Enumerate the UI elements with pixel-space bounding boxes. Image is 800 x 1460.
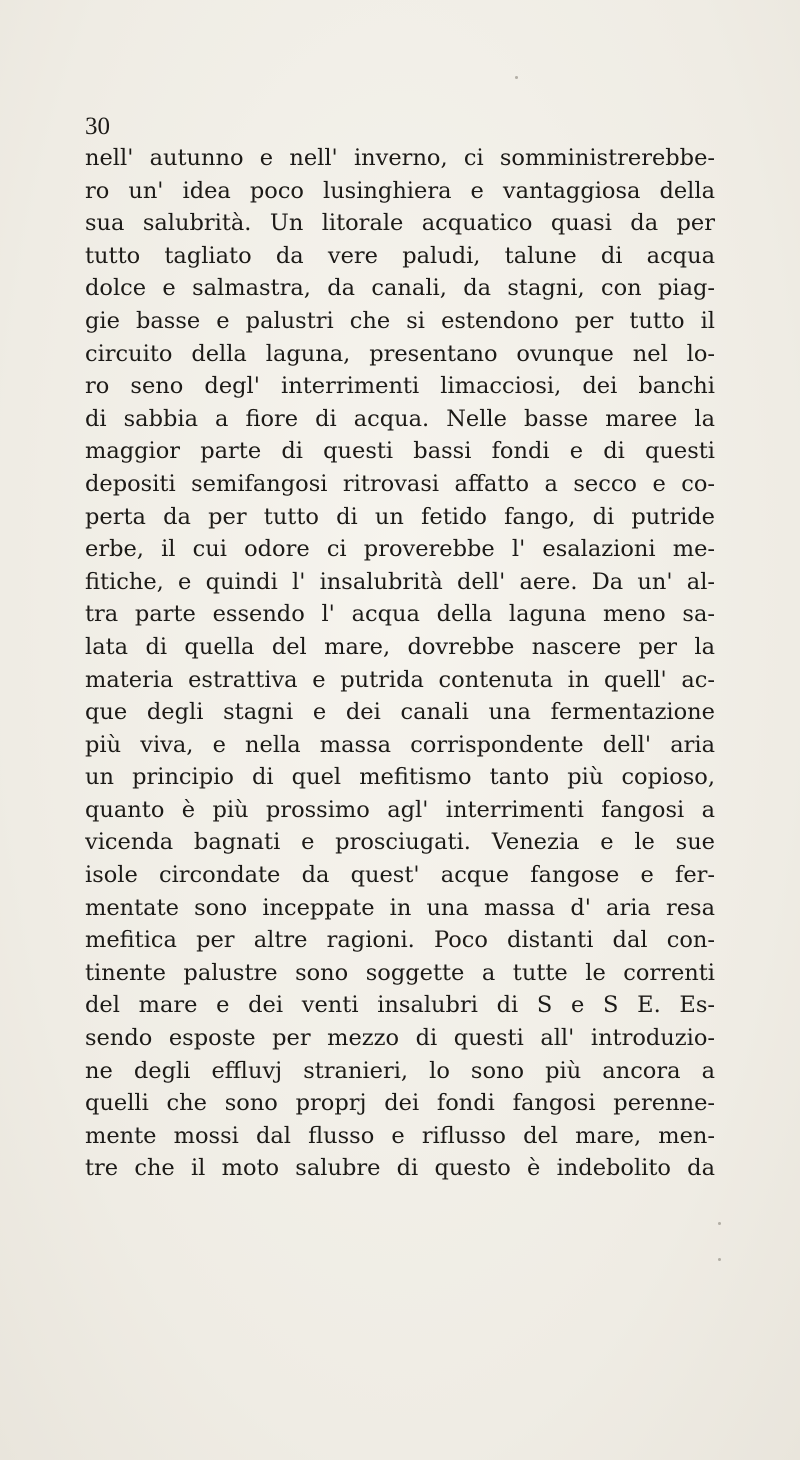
text-line: mente mossi dal flusso e riflusso del mare, men- [85, 1122, 715, 1149]
body-text [85, 142, 715, 1185]
text-line: sendo esposte per mezzo di questi all' introduzio- [85, 1025, 715, 1052]
text-line: erbe, il cui odore ci proverebbe l' esalazioni me- [85, 536, 715, 563]
text-line: mentate sono inceppate in una massa d' aria resa [85, 894, 715, 921]
text-line: materia estrattiva e putrida contenuta in quell' ac- [85, 666, 715, 693]
text-line: ro seno degl' interrimenti limacciosi, dei banchi [85, 373, 715, 400]
text-line: mefitica per altre ragioni. Poco distanti dal con- [85, 927, 715, 954]
text-line: ne degli effluvj stranieri, lo sono più ancora a [85, 1057, 715, 1084]
text-line: tra parte essendo l' acqua della laguna meno sa- [85, 601, 715, 628]
text-line: di sabbia a fiore di acqua. Nelle basse maree la [85, 405, 715, 432]
page-number: 30 [85, 113, 110, 140]
text-line: maggior parte di questi bassi fondi e di questi [85, 438, 715, 465]
text-line: ro un' idea poco lusinghiera e vantaggiosa della [85, 177, 715, 204]
text-line: del mare e dei venti insalubri di S e S E. Es- [85, 992, 715, 1019]
text-line: un principio di quel mefitismo tanto più copioso, [85, 764, 715, 791]
paper-speck [718, 1258, 721, 1261]
text-line: dolce e salmastra, da canali, da stagni, con piag- [85, 275, 715, 302]
text-line: tre che il moto salubre di questo è indebolito da [85, 1155, 715, 1182]
text-line: quanto è più prossimo agl' interrimenti fangosi a [85, 796, 715, 823]
paper-speck [718, 1222, 721, 1225]
text-line: sua salubrità. Un litorale acquatico quasi da per [85, 210, 715, 237]
text-line: lata di quella del mare, dovrebbe nascere per la [85, 633, 715, 660]
text-line: quelli che sono proprj dei fondi fangosi perenne- [85, 1090, 715, 1117]
text-line: depositi semifangosi ritrovasi affatto a secco e co- [85, 470, 715, 497]
paper-speck [515, 76, 518, 79]
text-line: vicenda bagnati e prosciugati. Venezia e le sue [85, 829, 715, 856]
text-line: tutto tagliato da vere paludi, talune di acqua [85, 242, 715, 269]
text-line: nell' autunno e nell' inverno, ci somministrerebbe- [85, 145, 715, 171]
text-line: gie basse e palustri che si estendono per tutto il [85, 307, 715, 334]
text-line: circuito della laguna, presentano ovunque nel lo- [85, 340, 715, 367]
text-line: fitiche, e quindi l' insalubrità dell' aere. Da un' al- [85, 568, 715, 595]
text-line: più viva, e nella massa corrispondente dell' aria [85, 731, 715, 758]
text-line: perta da per tutto di un fetido fango, di putride [85, 503, 715, 530]
text-line: tinente palustre sono soggette a tutte le correnti [85, 959, 715, 986]
text-line: que degli stagni e dei canali una fermentazione [85, 699, 715, 726]
text-line: isole circondate da quest' acque fangose e fer- [85, 862, 715, 889]
